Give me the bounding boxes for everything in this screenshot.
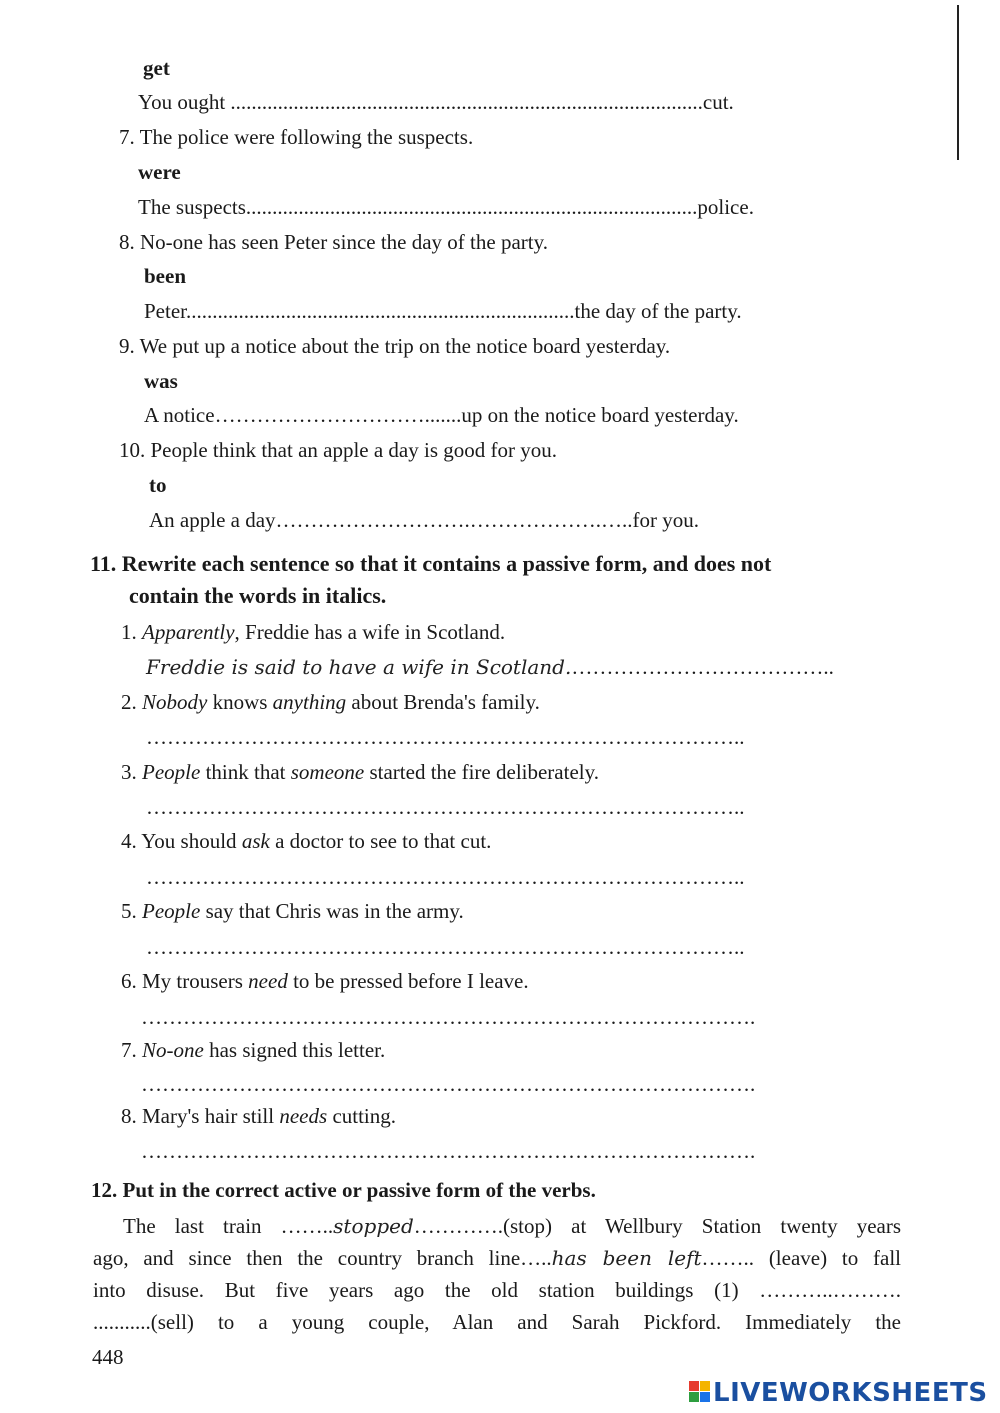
ex11-item-3-answer[interactable]: …………………………………………………………………………..: [146, 795, 745, 819]
ex11-item-2-answer[interactable]: …………………………………………………………………………..: [146, 725, 745, 749]
ex11-title-line2: contain the words in italics.: [129, 583, 387, 608]
q6-answer-line[interactable]: You ought ..........................................................................................cut.: [138, 90, 734, 114]
ex11-item-7-prompt: 7. No-one has signed this letter.: [121, 1038, 386, 1062]
q6-keyword: get: [143, 56, 170, 80]
margin-rule: [957, 5, 959, 160]
q7-keyword: were: [138, 160, 181, 184]
ex11-item-1-answer[interactable]: Freddie is said to have a wife in Scotland.………………………………..: [146, 655, 834, 679]
ex11-item-6-prompt: 6. My trousers need to be pressed before I leave.: [121, 969, 529, 993]
ex11-item-1-prompt: 1. Apparently, Freddie has a wife in Scotland.: [121, 620, 506, 644]
brand-name[interactable]: LIVEWORKSHEETS: [713, 1378, 988, 1408]
ex11-item-2-prompt: 2. Nobody knows anything about Brenda's family.: [121, 690, 540, 714]
q8-prompt: 8. No-one has seen Peter since the day of the party.: [119, 230, 548, 254]
ex11-item-4-prompt: 4. You should ask a doctor to see to that cut.: [121, 829, 492, 853]
ex11-item-4-answer[interactable]: …………………………………………………………………………..: [146, 865, 745, 889]
ex12-line-1[interactable]: The last train ……..stopped………….(stop) at Wellbury Station twenty years: [123, 1214, 901, 1238]
page-number: 448: [92, 1345, 124, 1369]
q7-prompt: 7. The police were following the suspects.: [119, 125, 474, 149]
ex11-item-5-answer[interactable]: …………………………………………………………………………..: [146, 935, 745, 959]
ex11-item-7-answer[interactable]: …………………………………………………………………………….: [141, 1072, 756, 1096]
ex11-item-8-answer[interactable]: …………………………………………………………………………….: [141, 1139, 756, 1163]
handwritten-answer: Freddie is said to have a wife in Scotland.: [146, 655, 572, 679]
q8-keyword: been: [144, 264, 186, 288]
ex12-line-4[interactable]: ...........(sell) to a young couple, Alan and Sarah Pickford. Immediately the: [93, 1310, 901, 1334]
ex12-line-3[interactable]: into disuse. But five years ago the old station buildings (1) ………..……….: [93, 1278, 901, 1302]
q9-answer-line[interactable]: A notice………………………….......up on the notice board yesterday.: [144, 403, 739, 427]
ex12-paragraph: [93, 1210, 901, 1338]
q9-keyword: was: [144, 369, 178, 393]
q10-answer-line[interactable]: An apple a day……………………….……………….…..for you.: [149, 508, 700, 532]
ex12-line-2[interactable]: ago, and since then the country branch line…..has been left…….. (leave) to fall: [93, 1246, 901, 1270]
handwritten-answer: has been left: [551, 1246, 702, 1270]
q9-prompt: 9. We put up a notice about the trip on the notice board yesterday.: [119, 334, 671, 358]
ex11-item-5-prompt: 5. People say that Chris was in the army.: [121, 899, 464, 923]
q10-keyword: to: [149, 473, 167, 497]
ex11-item-3-prompt: 3. People think that someone started the fire deliberately.: [121, 760, 599, 784]
handwritten-answer: stopped: [333, 1214, 414, 1238]
ex12-title: 12. Put in the correct active or passive form of the verbs.: [91, 1178, 596, 1202]
ex11-item-8-prompt: 8. Mary's hair still needs cutting.: [121, 1104, 397, 1128]
q8-answer-line[interactable]: Peter..........................................................................the day of the party.: [144, 299, 742, 323]
q7-answer-line[interactable]: The suspects......................................................................................police.: [138, 195, 754, 219]
ex11-item-6-answer[interactable]: …………………………………………………………………………….: [141, 1005, 756, 1029]
q10-prompt: 10. People think that an apple a day is good for you.: [119, 438, 557, 462]
ex11-title-line1: 11. Rewrite each sentence so that it contains a passive form, and does not: [90, 551, 772, 576]
